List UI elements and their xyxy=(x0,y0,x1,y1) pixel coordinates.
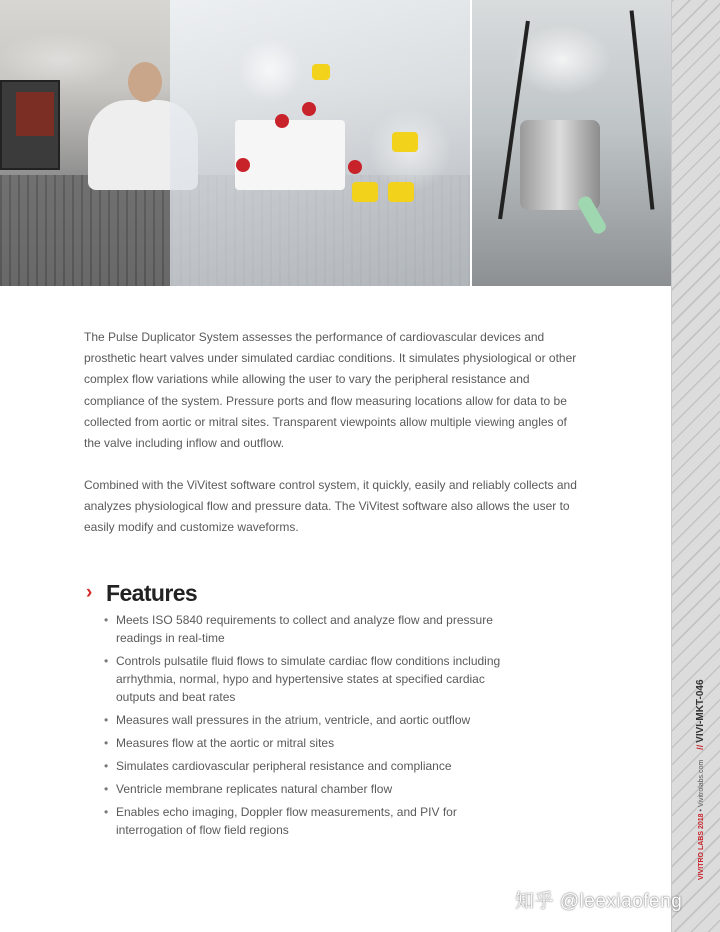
feature-item: • Controls pulsatile fluid flows to simulate cardiac flow conditions including arrhythmia, normal, hypo and hypertensive states at specified cardiac outputs and beat rates xyxy=(104,652,514,706)
intro-paragraph-2: Combined with the ViVitest software control system, it quickly, easily and reliably collects and analyzes physiological flow and pressure data. The ViVitest software also allows the user to easily modify and customize waveforms. xyxy=(84,478,577,535)
hero-photo-strip xyxy=(0,0,671,286)
feature-item: • Enables echo imaging, Doppler flow measurements, and PIV for interrogation of flow field regions xyxy=(104,803,514,839)
feature-item: • Ventricle membrane replicates natural chamber flow xyxy=(104,780,514,798)
sidebar-site: Vivitrolabs.com xyxy=(698,759,705,808)
document-code: VIVI-MKT-046 xyxy=(695,679,706,743)
chevron-right-icon: › xyxy=(86,582,93,603)
intro-paragraph-1: The Pulse Duplicator System assesses the performance of cardiovascular devices and prosthetic heart valves under simulated cardiac conditions. It simulates physiological or other complex flow variations while allowing the user to vary the peripheral resistance and compliance of the system. Pressure ports and flow measuring locations allow for data to be collected from aortic or mitral sites. Transparent viewpoints allow multiple viewing angles of the valve including inflow and outflow. xyxy=(84,330,577,451)
feature-item: • Simulates cardiovascular peripheral resistance and compliance xyxy=(104,757,514,775)
feature-item: • Meets ISO 5840 requirements to collect and analyze flow and pressure readings in real-time xyxy=(104,611,514,647)
sidebar-separator: • xyxy=(698,809,705,812)
watermark: 知乎 @leexiaofeng xyxy=(515,891,683,912)
features-title: Features xyxy=(106,580,198,606)
sidebar-brand: VIVITRO LABS 2018 xyxy=(698,813,705,880)
sidebar-label xyxy=(695,679,707,880)
feature-list xyxy=(104,611,514,844)
feature-item: • Measures wall pressures in the atrium, ventricle, and aortic outflow xyxy=(104,711,514,729)
sidebar-slash: // xyxy=(695,744,705,750)
lab-instrument xyxy=(0,80,60,170)
feature-item: • Measures flow at the aortic or mitral sites xyxy=(104,734,514,752)
features-heading xyxy=(86,578,197,608)
